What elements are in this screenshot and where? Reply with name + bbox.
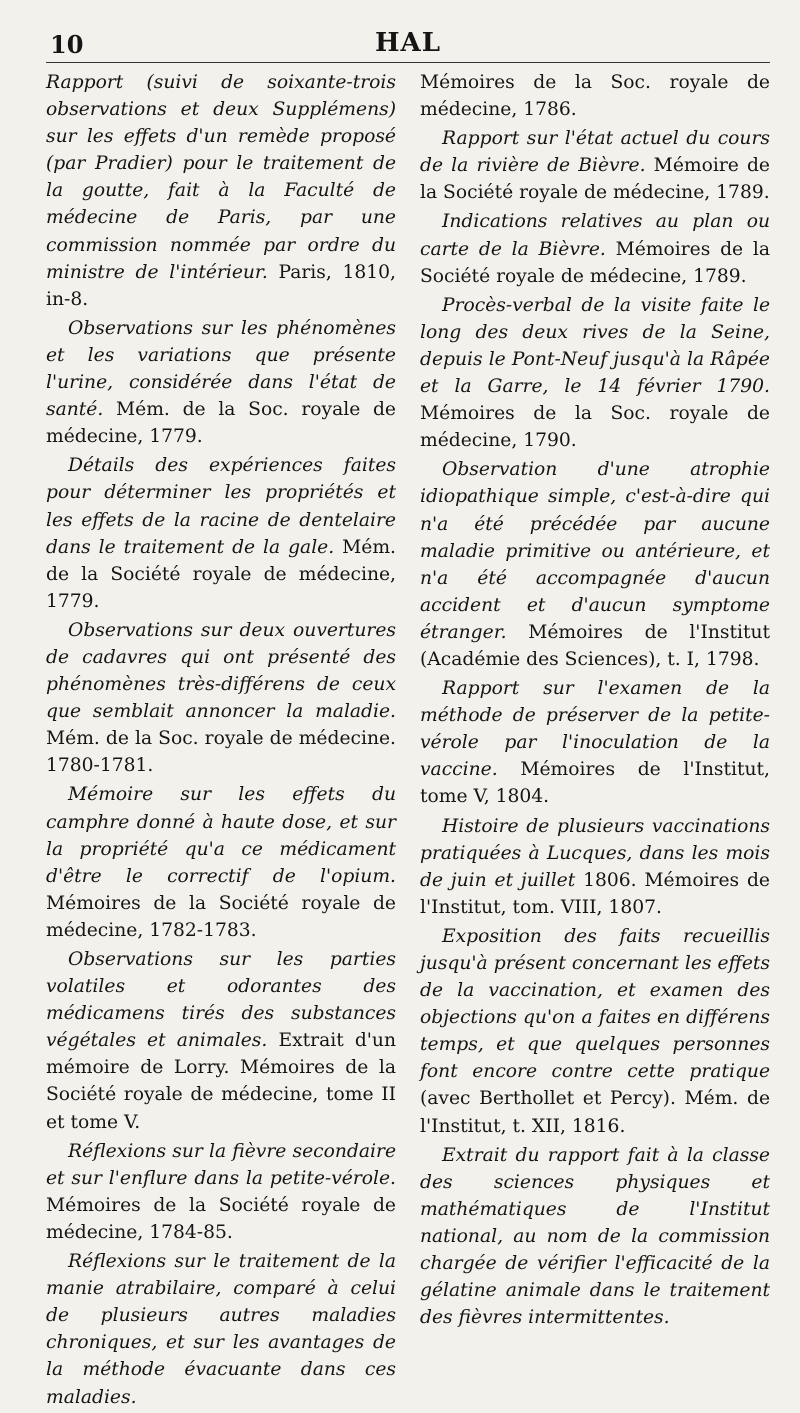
entry-source: Paris, 1810, in-8.	[46, 261, 396, 310]
entry-title: Rapport sur l'état actuel du cours de la rivière de Bièvre.	[420, 128, 770, 177]
running-head: HAL	[374, 28, 442, 58]
bibliography-entry	[420, 69, 770, 123]
entry-title: Histoire de plusieurs vaccinations pratiquées à Lucques, dans les mois de juin et juillet	[420, 815, 770, 891]
left-column	[46, 69, 396, 1413]
entry-title: Observations sur les parties volatiles et odorantes des médicamens tirés des substances végétales et animales.	[46, 949, 396, 1052]
entry-title: Réflexions sur le traitement de la manie atrabilaire, comparé à celui de plusieurs autres maladies chroniques, et sur les avantages de la méthode évacuante dans ces maladies.	[46, 1251, 396, 1408]
entry-source: Mémoires de la Soc. royale de médecine, 1786.	[420, 72, 770, 121]
right-column	[420, 69, 770, 1413]
entry-source: Mémoires de la Société royale de médecine, 1782-1783.	[46, 892, 396, 941]
bibliography-entry	[420, 813, 770, 921]
entry-source: Extrait d'un mémoire de Lorry. Mémoires de la Société royale de médecine, tome II et tome V.	[46, 1030, 396, 1133]
entry-title: Observations sur deux ouvertures de cadavres qui ont présenté des phénomènes très-différens de ceux que semblait annoncer la maladie.	[46, 619, 396, 723]
entry-source: 1806. Mémoires de l'Institut, tom. VIII, 1807.	[420, 869, 770, 918]
entry-title: Indications relatives au plan ou carte de la Bièvre.	[420, 211, 770, 260]
bibliography-entry	[46, 946, 396, 1136]
bibliography-entry	[420, 125, 770, 206]
entry-title: Réflexions sur la fièvre secondaire et sur l'enflure dans la petite-vérole.	[46, 1140, 396, 1189]
bibliography-entry	[46, 781, 396, 944]
bibliography-entry	[420, 675, 770, 810]
entry-source: Mémoires de la Société royale de médecine, 1784-85.	[46, 1194, 396, 1243]
bibliography-entry	[420, 456, 770, 673]
entry-title: Observation d'une atrophie idiopathique simple, c'est-à-dire qui n'a été précédée par aucune maladie primitive ou antérieure, et n'a été accompagnée d'aucun accident et d'aucun symptome étranger.	[420, 459, 770, 643]
entry-title: Rapport sur l'examen de la méthode de préserver de la petite-vérole par l'inoculation de la vaccine.	[420, 678, 770, 781]
bibliography-entry	[420, 292, 770, 455]
entry-title: Extrait du rapport fait à la classe des sciences physiques et mathématiques de l'Institut national, au nom de la commission chargée de vérifier l'efficacité de la gélatine animale dans le traitement des fièvres intermittentes.	[420, 1144, 770, 1329]
entry-source: Mémoires de la Société royale de médecine, 1789.	[420, 238, 770, 287]
entry-title: Procès-verbal de la visite faite le long des deux rives de la Seine, depuis le Pont-Neuf jusqu'à la Râpée et la Garre, le 14 février 1790.	[420, 294, 770, 398]
bibliography-entry	[420, 1142, 770, 1332]
text-columns	[46, 69, 770, 1413]
bibliography-entry	[46, 1248, 396, 1411]
entry-title: Observations sur les phénomènes et les variations que présente l'urine, considérée dans l'état de santé.	[46, 317, 396, 421]
entry-source: Mémoire de la Société royale de médecine, 1789.	[420, 155, 770, 204]
entry-source: Mém. de la Société royale de médecine, 1779.	[46, 536, 396, 612]
entry-title: Exposition des faits recueillis jusqu'à présent concernant les effets de la vaccination, et examen des objections qu'on a faites en différens temps, et que quelques personnes font encore contre cette pratique	[420, 925, 770, 1083]
entry-title: Rapport (suivi de soixante-trois observations et deux Supplémens) sur les effets d'un remède proposé (par Pradier) pour le traitement de la goutte, fait à la Faculté de médecine de Paris, par une commission nommée par ordre du ministre de l'intérieur.	[46, 72, 396, 283]
entry-source: (avec Berthollet et Percy). Mém. de l'Institut, t. XII, 1816.	[420, 1088, 770, 1137]
entry-source: Mémoires de l'Institut, tome V, 1804.	[420, 759, 770, 808]
bibliography-entry	[46, 1138, 396, 1246]
bibliography-entry	[46, 69, 396, 313]
bibliography-entry	[420, 923, 770, 1140]
entry-source: Mémoires de la Soc. royale de médecine, 1790.	[420, 403, 770, 452]
entry-source: Mém. de la Soc. royale de médecine, 1779.	[46, 399, 396, 448]
entry-source: Mém. de la Soc. royale de médecine. 1780-1781.	[46, 728, 396, 777]
page-header	[46, 22, 770, 63]
entry-source: Mémoires de l'Institut (Académie des Sciences), t. I, 1798.	[420, 621, 770, 670]
bibliography-entry	[46, 452, 396, 615]
bibliography-entry	[46, 315, 396, 450]
entry-title: Mémoire sur les effets du camphre donné à haute dose, et sur la propriété qu'a ce médicament d'être le correctif de l'opium.	[46, 784, 396, 887]
page-number: 10	[50, 30, 84, 59]
bibliography-entry	[46, 617, 396, 780]
bibliography-entry	[420, 208, 770, 289]
entry-title: Détails des expériences faites pour déterminer les propriétés et les effets de la racine de dentelaire dans le traitement de la gale.	[46, 455, 396, 558]
